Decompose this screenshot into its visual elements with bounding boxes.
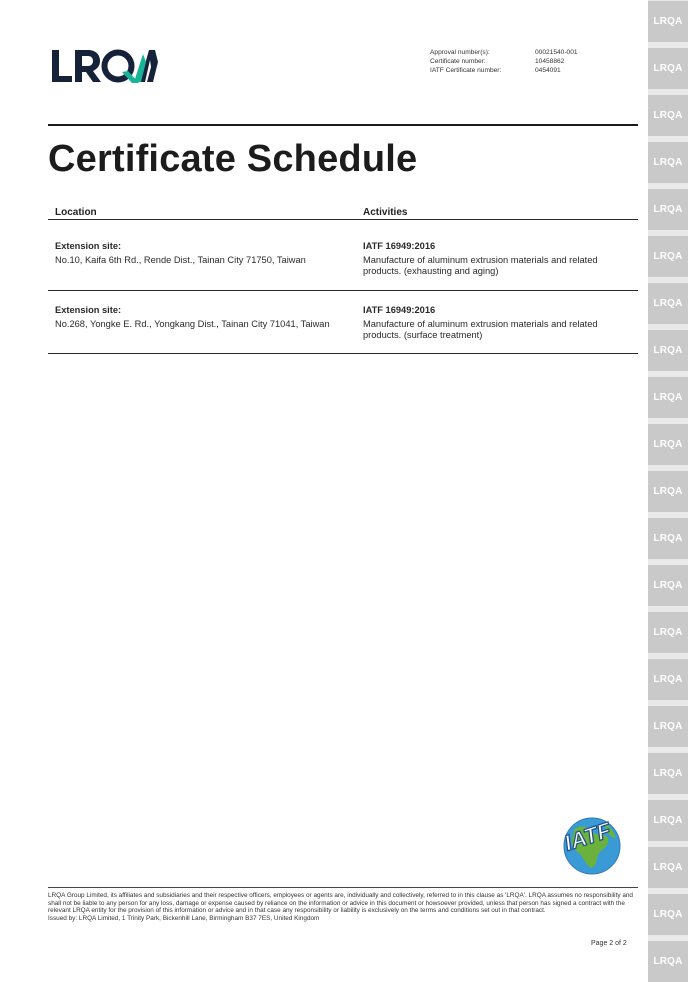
iatf-certificate-number-row	[430, 66, 578, 75]
info-label: IATF Certificate number:	[430, 67, 502, 74]
standard-label: IATF 16949:2016	[363, 241, 436, 251]
watermark-tile: LRQA	[648, 471, 688, 512]
site-label: Extension site:	[55, 305, 122, 315]
watermark-tile: LRQA	[648, 330, 688, 371]
watermark-tile: LRQA	[648, 800, 688, 841]
table-bottom-divider	[48, 353, 638, 354]
watermark-tile: LRQA	[648, 612, 688, 653]
footer-issued-by: Issued by: LRQA Limited, 1 Trinity Park, Bickenhill Lane, Birmingham B37 7ES, United Kingdom	[48, 914, 320, 922]
watermark-tile: LRQA	[648, 236, 688, 277]
watermark-tile: LRQA	[648, 753, 688, 794]
footer-divider	[48, 887, 638, 888]
page-number: Page 2 of 2	[591, 940, 627, 947]
watermark-tile: LRQA	[648, 706, 688, 747]
watermark-tile: LRQA	[648, 941, 688, 982]
activity-description: Manufacture of aluminum extrusion materials and related products. (exhausting and aging)	[363, 255, 598, 276]
page-title: Certificate Schedule	[48, 138, 418, 180]
watermark-tile: LRQA	[648, 377, 688, 418]
watermark-tile: LRQA	[648, 659, 688, 700]
info-value: 0454091	[535, 67, 561, 74]
lrqa-logo	[50, 48, 158, 84]
info-label: Approval number(s):	[430, 49, 490, 56]
table-row-activity	[363, 241, 638, 277]
certificate-number-row	[430, 57, 578, 66]
table-row-divider	[48, 290, 638, 291]
header-divider	[48, 124, 638, 126]
site-address: No.268, Yongke E. Rd., Yongkang Dist., Tainan City 71041, Taiwan	[55, 319, 330, 329]
watermark-tile: LRQA	[648, 142, 688, 183]
footer-disclaimer: LRQA Group Limited, its affiliates and subsidiaries and their respective officers, employees or agents are, individually and collectively, referred to in this clause as 'LRQA'. LRQA assumes no responsibility and shall not be liable to any person for any loss, damage or expense caused by reliance on the information or advice in this document or howsoever provided, unless that person has signed a contract with the relevant LRQA entity for the provision of this information or advice and in that case any responsibility or liability is exclusively on the terms and conditions set out in that contract.	[48, 892, 633, 915]
watermark-tile: LRQA	[648, 847, 688, 888]
site-address: No.10, Kaifa 6th Rd., Rende Dist., Tainan City 71750, Taiwan	[55, 255, 306, 265]
watermark-tile: LRQA	[648, 48, 688, 89]
location-column-header: Location	[55, 207, 97, 218]
site-label: Extension site:	[55, 241, 122, 251]
iatf-globe-icon	[548, 808, 628, 880]
activity-description: Manufacture of aluminum extrusion materials and related products. (surface treatment)	[363, 319, 598, 340]
watermark-tile: LRQA	[648, 189, 688, 230]
footer	[48, 892, 640, 922]
badge-text: IATF	[561, 817, 614, 856]
watermark-tile: LRQA	[648, 894, 688, 935]
watermark-tile: LRQA	[648, 518, 688, 559]
watermark-tile: LRQA	[648, 283, 688, 324]
table-row-activity	[363, 305, 638, 341]
table-row-location	[55, 305, 350, 330]
watermark-tile: LRQA	[648, 424, 688, 465]
certificate-info	[430, 48, 578, 75]
watermark-tile: LRQA	[648, 1, 688, 42]
watermark-tile: LRQA	[648, 565, 688, 606]
activities-column-header: Activities	[363, 207, 408, 218]
watermark-strip	[648, 0, 688, 976]
watermark-tile: LRQA	[648, 95, 688, 136]
table-row-location	[55, 241, 355, 266]
table-header-divider	[48, 219, 638, 220]
approval-number-row	[430, 48, 578, 57]
info-value: 00021540-001	[535, 49, 578, 56]
info-value: 10458862	[535, 58, 565, 65]
standard-label: IATF 16949:2016	[363, 305, 436, 315]
info-label: Certificate number:	[430, 58, 486, 65]
